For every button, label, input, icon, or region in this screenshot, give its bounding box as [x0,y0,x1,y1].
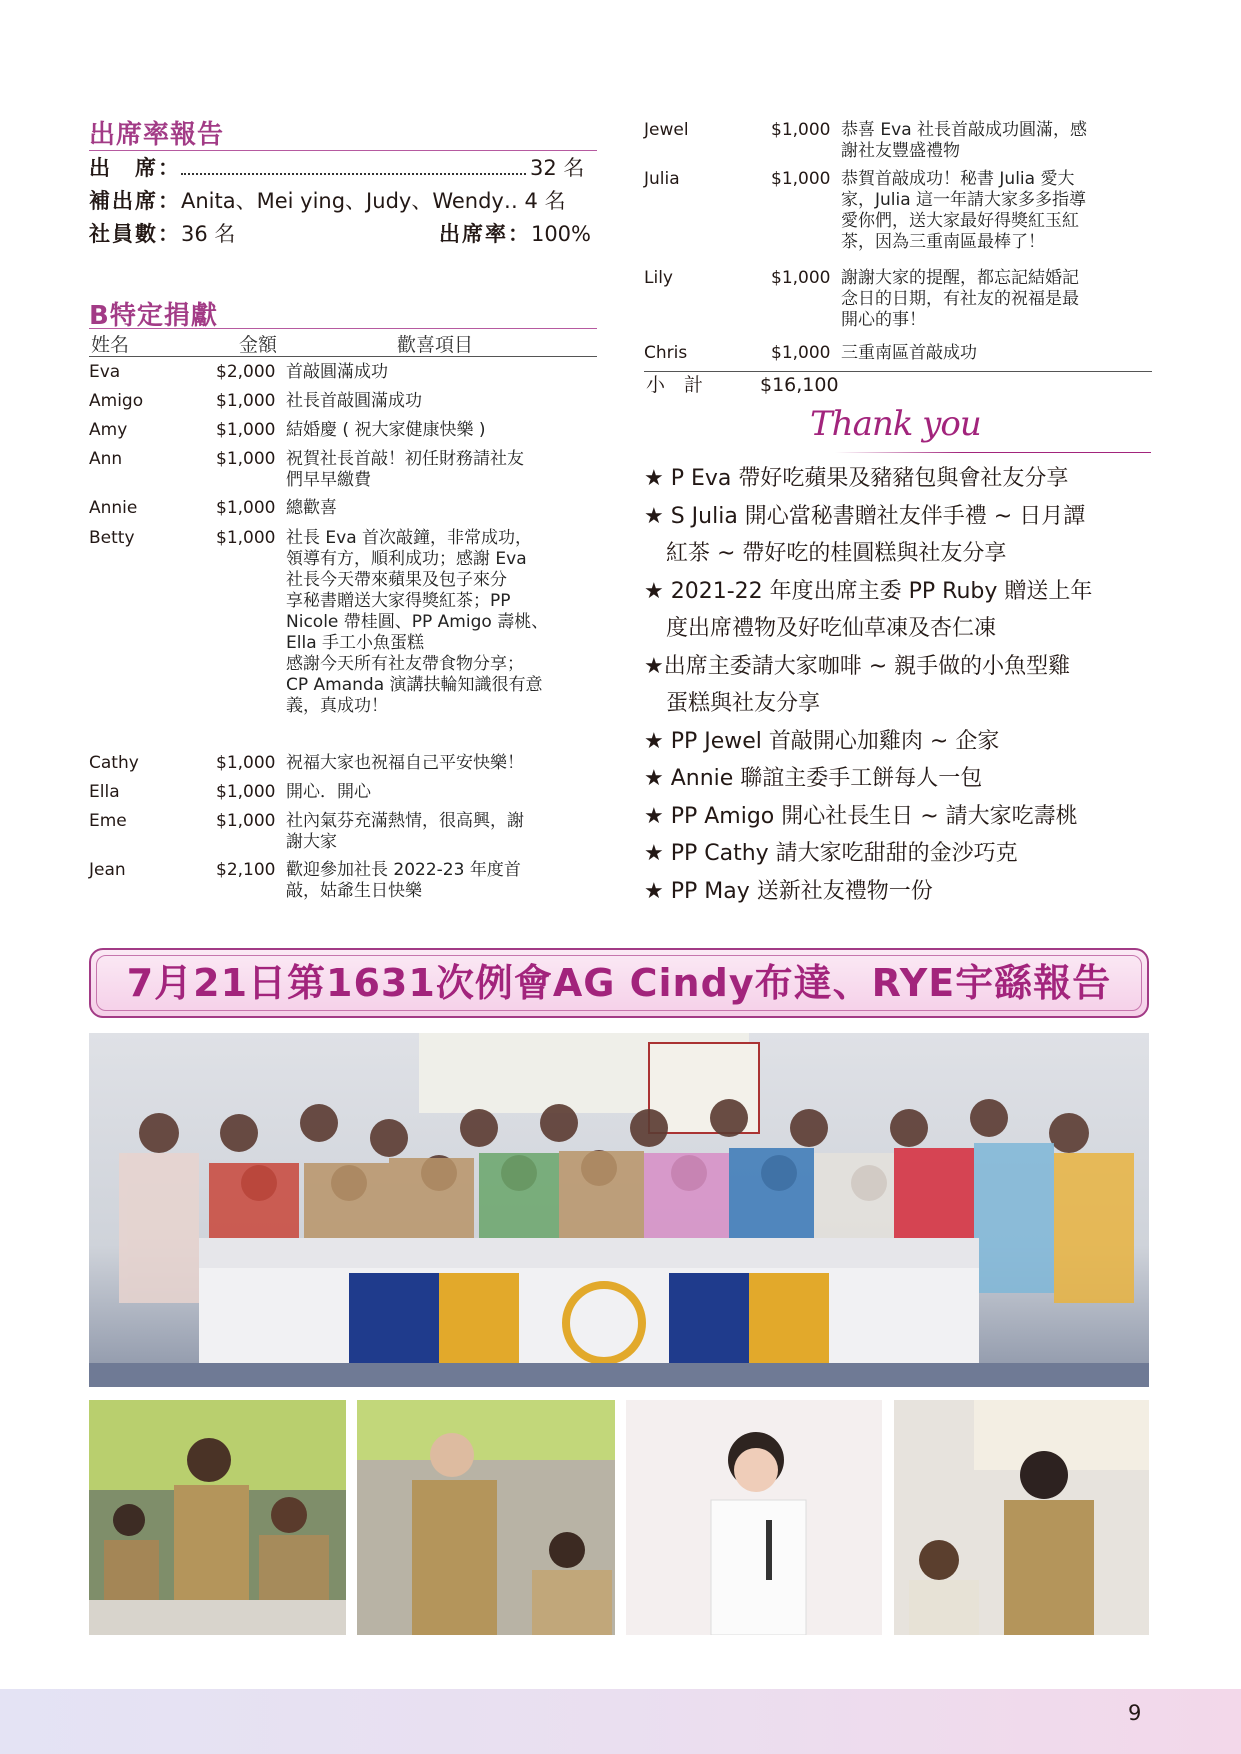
donor-name: Chris [644,343,688,363]
attendance-present-row [89,152,597,184]
donor-name: Jean [89,860,126,880]
makeup-names: Anita、Mei ying、Judy、Wendy‥ 4 名 [181,189,566,213]
donation-description: 總歡喜 [286,498,337,518]
donor-name: Ann [89,449,123,469]
donation-description: 社長首敲圓滿成功 [286,391,422,411]
donation-description: 首敲圓滿成功 [286,362,388,382]
page-number: 9 [1128,1701,1142,1725]
subtotal-rule [644,371,1152,372]
thank-you-underline [835,452,1151,453]
donation-amount: $2,000 [216,362,276,382]
donor-name: Julia [644,169,680,189]
donation-description: 社長 Eva 首次敲鐘，非常成功， 領導有方，順利成功；感謝 Eva 社長今天帶來蘋果及包子來分 享秘書贈送大家得獎紅茶；PP Nicole 帶桂圓、PP Amigo 壽桃、 Ella 手工小魚蛋糕 感謝今天所有社友帶食物分享； CP Amanda 演講扶輪知識很有意 義，真成功！ [286,528,549,716]
donor-name: Ella [89,782,120,802]
donation-description: 歡迎參加社長 2022-23 年度首 敲，姑爺生日快樂 [286,860,521,901]
donor-name: Eva [89,362,121,382]
photo-ag-speech [894,1400,1149,1635]
banner-title: 7月21日第1631次例會AG Cindy布達、RYE宇繇報告 [126,961,1112,1005]
donation-description: 祝福大家也祝福自己平安快樂！ [286,753,524,773]
donation-amount: $2,100 [216,860,276,880]
thank-you-item: ★ S Julia 開心當秘書贈社友伴手禮 ~ 日月譚 紅茶 ~ 帶好吃的桂圓糕與社友分享 [644,503,1086,566]
footer-band [0,1689,1241,1754]
donation-amount: $1,000 [771,268,831,288]
thank-you-list [644,460,1164,910]
donor-name: Betty [89,528,135,548]
donation-amount: $1,000 [216,449,276,469]
donation-description: 恭賀首敲成功！秘書 Julia 愛大 家，Julia 這一年請大家多多指導 愛你們，送大家最好得獎紅玉紅 茶，因為三重南區最棒了！ [841,169,1087,252]
donation-description: 恭喜 Eva 社長首敲成功圓滿，感 謝社友豐盛禮物 [841,120,1088,161]
thank-you-item: ★ P Eva 帶好吃蘋果及豬豬包與會社友分享 [644,466,1069,491]
thank-you-item: ★ Annie 聯誼主委手工餅每人一包 [644,766,983,791]
donation-amount: $1,000 [771,343,831,363]
donor-name: Amigo [89,391,144,411]
donor-name: Annie [89,498,138,518]
group-photo [89,1033,1149,1387]
photo-ag-cindy [89,1400,346,1635]
donations-title: B特定捐獻 [89,301,218,331]
thank-you-title: Thank you [810,404,981,444]
donation-amount: $1,000 [216,420,276,440]
donation-amount: $1,000 [216,782,276,802]
photo-rye-student [626,1400,882,1635]
subtotal-value: $16,100 [760,374,839,396]
attendance-title-rule [89,150,597,151]
attendance-makeup-row [89,185,597,217]
donor-name: Lily [644,268,673,288]
donor-name: Jewel [644,120,689,140]
thank-you-item: ★ PP Jewel 首敲開心加雞肉 ~ 企家 [644,728,1000,754]
subtotal-label: 小 計 [646,374,704,396]
present-label: 出 席： [89,156,181,180]
donation-description: 社內氣芬充滿熱情，很高興，謝 謝大家 [286,811,524,852]
header-amount: 金額 [239,334,278,356]
thank-you-item: ★ PP May 送新社友禮物一份 [644,878,933,904]
donation-description: 祝賀社長首敲！初任財務請社友 們早早繳費 [286,449,524,490]
donation-amount: $1,000 [216,498,276,518]
donor-name: Eme [89,811,127,831]
header-item: 歡喜項目 [397,334,474,356]
donation-amount: $1,000 [771,169,831,189]
donations-title-rule [89,328,597,329]
header-name: 姓名 [91,334,130,356]
members-label: 社員數： [89,222,181,246]
photo-speaker-man [357,1400,615,1635]
leader-dots [181,163,526,175]
donation-description: 結婚慶 ( 祝大家健康快樂 ) [286,420,486,440]
donation-amount: $1,000 [216,391,276,411]
donor-name: Cathy [89,753,139,773]
donor-name: Amy [89,420,128,440]
attendance-members-row [89,218,597,250]
header-rule [89,356,597,357]
donation-description: 謝謝大家的提醒，都忘記結婚記 念日的日期，有社友的祝福是最 開心的事！ [841,268,1079,330]
donation-description: 三重南區首敲成功 [841,343,977,363]
donations-header [89,330,597,356]
present-value: 32 名 [530,156,585,180]
rate-value: 100% [530,222,591,246]
donation-amount: $1,000 [216,528,276,548]
donation-amount: $1,000 [216,811,276,831]
thank-you-item: ★ PP Amigo 開心社長生日 ~ 請大家吃壽桃 [644,803,1078,829]
thank-you-item: ★出席主委請大家咖啡 ~ 親手做的小魚型雞 蛋糕與社友分享 [644,653,1071,716]
members-value: 36 名 [181,222,236,246]
donation-description: 開心．開心 [286,782,371,802]
thank-you-item: ★ PP Cathy 請大家吃甜甜的金沙巧克 [644,841,1018,866]
rate-label: 出席率： [438,222,531,246]
donation-amount: $1,000 [216,753,276,773]
thank-you-item: ★ 2021-22 年度出席主委 PP Ruby 贈送上年 度出席禮物及好吃仙草凍及杏仁凍 [644,578,1093,641]
makeup-label: 補出席： [89,189,181,213]
donation-amount: $1,000 [771,120,831,140]
meeting-banner [89,948,1149,1018]
attendance-title: 出席率報告 [89,120,225,150]
